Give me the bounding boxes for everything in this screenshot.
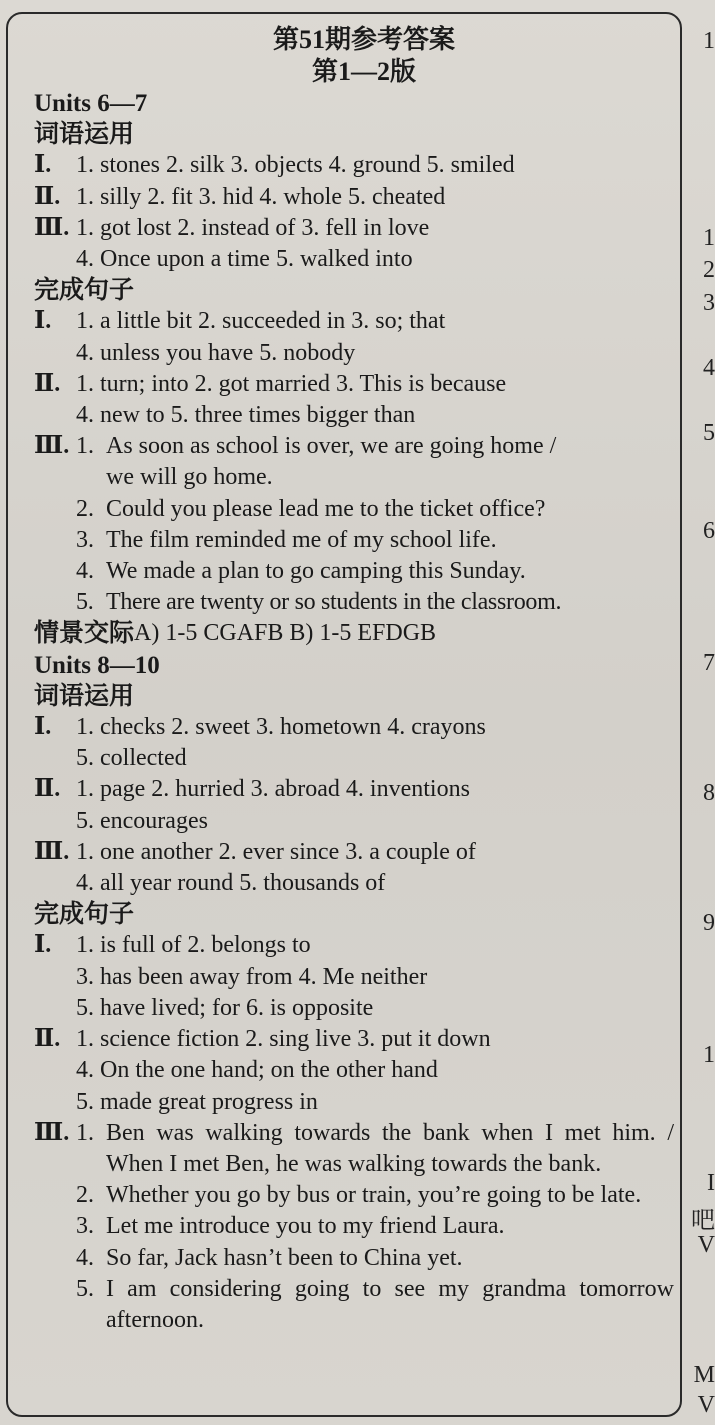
answer-text: So far, Jack hasn’t been to China yet. — [106, 1244, 463, 1271]
units-heading-8-10: Units 8—10 — [34, 651, 160, 679]
roman-numeral: Ⅲ. — [34, 838, 70, 865]
answer-text: I am considering going to see my grandma tomorrow afternoon. — [106, 1275, 674, 1333]
answer-line — [34, 182, 674, 213]
answer-text: 1. stones 2. silk 3. objects 4. ground 5. smiled — [76, 152, 515, 179]
answer-text: 1. checks 2. sweet 3. hometown 4. crayons — [76, 714, 486, 741]
answer-line — [34, 1024, 674, 1055]
answer-line — [34, 712, 674, 743]
answer-text: 1. one another 2. ever since 3. a couple of — [76, 838, 476, 865]
item-number: 1. — [76, 1119, 94, 1146]
edge-glyph: V — [697, 1232, 715, 1258]
answer-line-continued: 5. have lived; for 6. is opposite — [76, 994, 374, 1021]
section-heading-dialogue: 情景交际 — [34, 620, 135, 648]
answer-text: As soon as school is over, we are going home / — [106, 433, 557, 460]
answer-line — [34, 306, 674, 337]
roman-numeral: Ⅰ. — [34, 152, 52, 179]
roman-numeral: Ⅲ. — [34, 433, 70, 460]
answer-line-continued: 5. encourages — [76, 807, 208, 834]
answer-text: 1. page 2. hurried 3. abroad 4. inventions — [76, 776, 470, 803]
roman-numeral: Ⅰ. — [34, 932, 52, 959]
edge-glyph: 1 — [703, 225, 715, 251]
answer-line — [34, 587, 674, 618]
answer-text: 1. silly 2. fit 3. hid 4. whole 5. cheated — [76, 183, 446, 210]
edge-glyph: 8 — [703, 780, 715, 806]
edge-glyph: 7 — [703, 650, 715, 676]
answer-line-continued: 5. made great progress in — [76, 1088, 318, 1115]
answer-line-continued: 3. has been away from 4. Me neither — [76, 963, 428, 990]
section-heading-sentences: 完成句子 — [34, 901, 135, 929]
answer-line-continued: 4. new to 5. three times bigger than — [76, 402, 416, 429]
answer-text: 1. science fiction 2. sing live 3. put it down — [76, 1026, 491, 1053]
roman-numeral: Ⅰ. — [34, 308, 52, 335]
edge-glyph: 1 — [703, 28, 715, 54]
item-number: 5. — [76, 589, 94, 616]
roman-numeral: Ⅱ. — [34, 370, 61, 397]
section-heading-vocabulary: 词语运用 — [34, 121, 135, 149]
answer-text: 1. turn; into 2. got married 3. This is because — [76, 370, 507, 397]
answer-line-continued: 5. collected — [76, 745, 187, 772]
roman-numeral: Ⅱ. — [34, 776, 61, 803]
adjacent-column-edge — [685, 0, 715, 1425]
edge-glyph: 9 — [703, 910, 715, 936]
roman-numeral: Ⅰ. — [34, 714, 52, 741]
item-number: 3. — [76, 526, 94, 553]
edge-glyph: I — [707, 1170, 715, 1196]
roman-numeral: Ⅲ. — [34, 1119, 70, 1146]
edge-glyph: 3 — [703, 290, 715, 316]
page-subtitle: 第1—2版 — [311, 57, 416, 86]
answer-line — [34, 1180, 674, 1211]
answer-text: We made a plan to go camping this Sunday. — [106, 558, 526, 585]
answer-line — [34, 930, 674, 961]
answer-line — [34, 525, 674, 556]
answer-text: 1. is full of 2. belongs to — [76, 932, 311, 959]
edge-glyph: 6 — [703, 518, 715, 544]
answer-line-continued: 4. On the one hand; on the other hand — [76, 1057, 438, 1084]
item-number: 5. — [76, 1275, 94, 1302]
answer-text: A) 1-5 CGAFB B) 1-5 EFDGB — [134, 620, 437, 647]
answer-line-continued: we will go home. — [106, 464, 273, 491]
item-number: 3. — [76, 1213, 94, 1240]
answer-line — [34, 1118, 674, 1180]
answer-line — [34, 556, 674, 587]
answer-text: There are twenty or so students in the classroom. — [106, 589, 562, 616]
answer-line — [34, 837, 674, 868]
units-heading-6-7: Units 6—7 — [34, 90, 148, 117]
answer-text: Whether you go by bus or train, you’re going to be late. — [106, 1182, 642, 1209]
item-number: 4. — [76, 1244, 94, 1271]
answer-line — [34, 618, 674, 649]
answer-line-continued: 4. Once upon a time 5. walked into — [76, 246, 413, 273]
roman-numeral: Ⅱ. — [34, 1026, 61, 1053]
item-number: 1. — [76, 433, 94, 460]
answer-key — [34, 24, 674, 1336]
answer-line — [34, 1211, 674, 1242]
answer-line — [34, 1274, 674, 1336]
item-number: 2. — [76, 1182, 94, 1209]
roman-numeral: Ⅱ. — [34, 183, 61, 210]
answer-text: Could you please lead me to the ticket office? — [106, 495, 546, 522]
answer-line — [34, 1243, 674, 1274]
item-number: 4. — [76, 558, 94, 585]
edge-glyph: M — [693, 1362, 715, 1388]
edge-glyph: 吧 — [691, 1208, 715, 1234]
roman-numeral: Ⅲ. — [34, 214, 70, 241]
answer-line — [34, 369, 674, 400]
answer-text: The film reminded me of my school life. — [106, 526, 497, 553]
answer-text: 1. a little bit 2. succeeded in 3. so; that — [76, 308, 446, 335]
item-number: 2. — [76, 495, 94, 522]
section-heading-sentences: 完成句子 — [34, 277, 135, 305]
edge-glyph: 4 — [703, 355, 715, 381]
answer-line — [34, 494, 674, 525]
answer-line — [34, 213, 674, 244]
edge-glyph: V — [697, 1392, 715, 1418]
answer-line — [34, 774, 674, 805]
edge-glyph: 2 — [703, 257, 715, 283]
answer-text: Ben was walking towards the bank when I met him. / When I met Ben, he was walking towards the bank. — [106, 1119, 674, 1177]
answer-line — [34, 431, 674, 462]
answer-line-continued: 4. all year round 5. thousands of — [76, 870, 386, 897]
answer-line — [34, 150, 674, 181]
edge-glyph: 1 — [703, 1042, 715, 1068]
answer-text: Let me introduce you to my friend Laura. — [106, 1213, 505, 1240]
answer-text: 1. got lost 2. instead of 3. fell in love — [76, 214, 430, 241]
section-heading-vocabulary: 词语运用 — [34, 682, 135, 710]
answer-line-continued: 4. unless you have 5. nobody — [76, 339, 356, 366]
edge-glyph: 5 — [703, 420, 715, 446]
page-title: 第51期参考答案 — [272, 25, 455, 54]
